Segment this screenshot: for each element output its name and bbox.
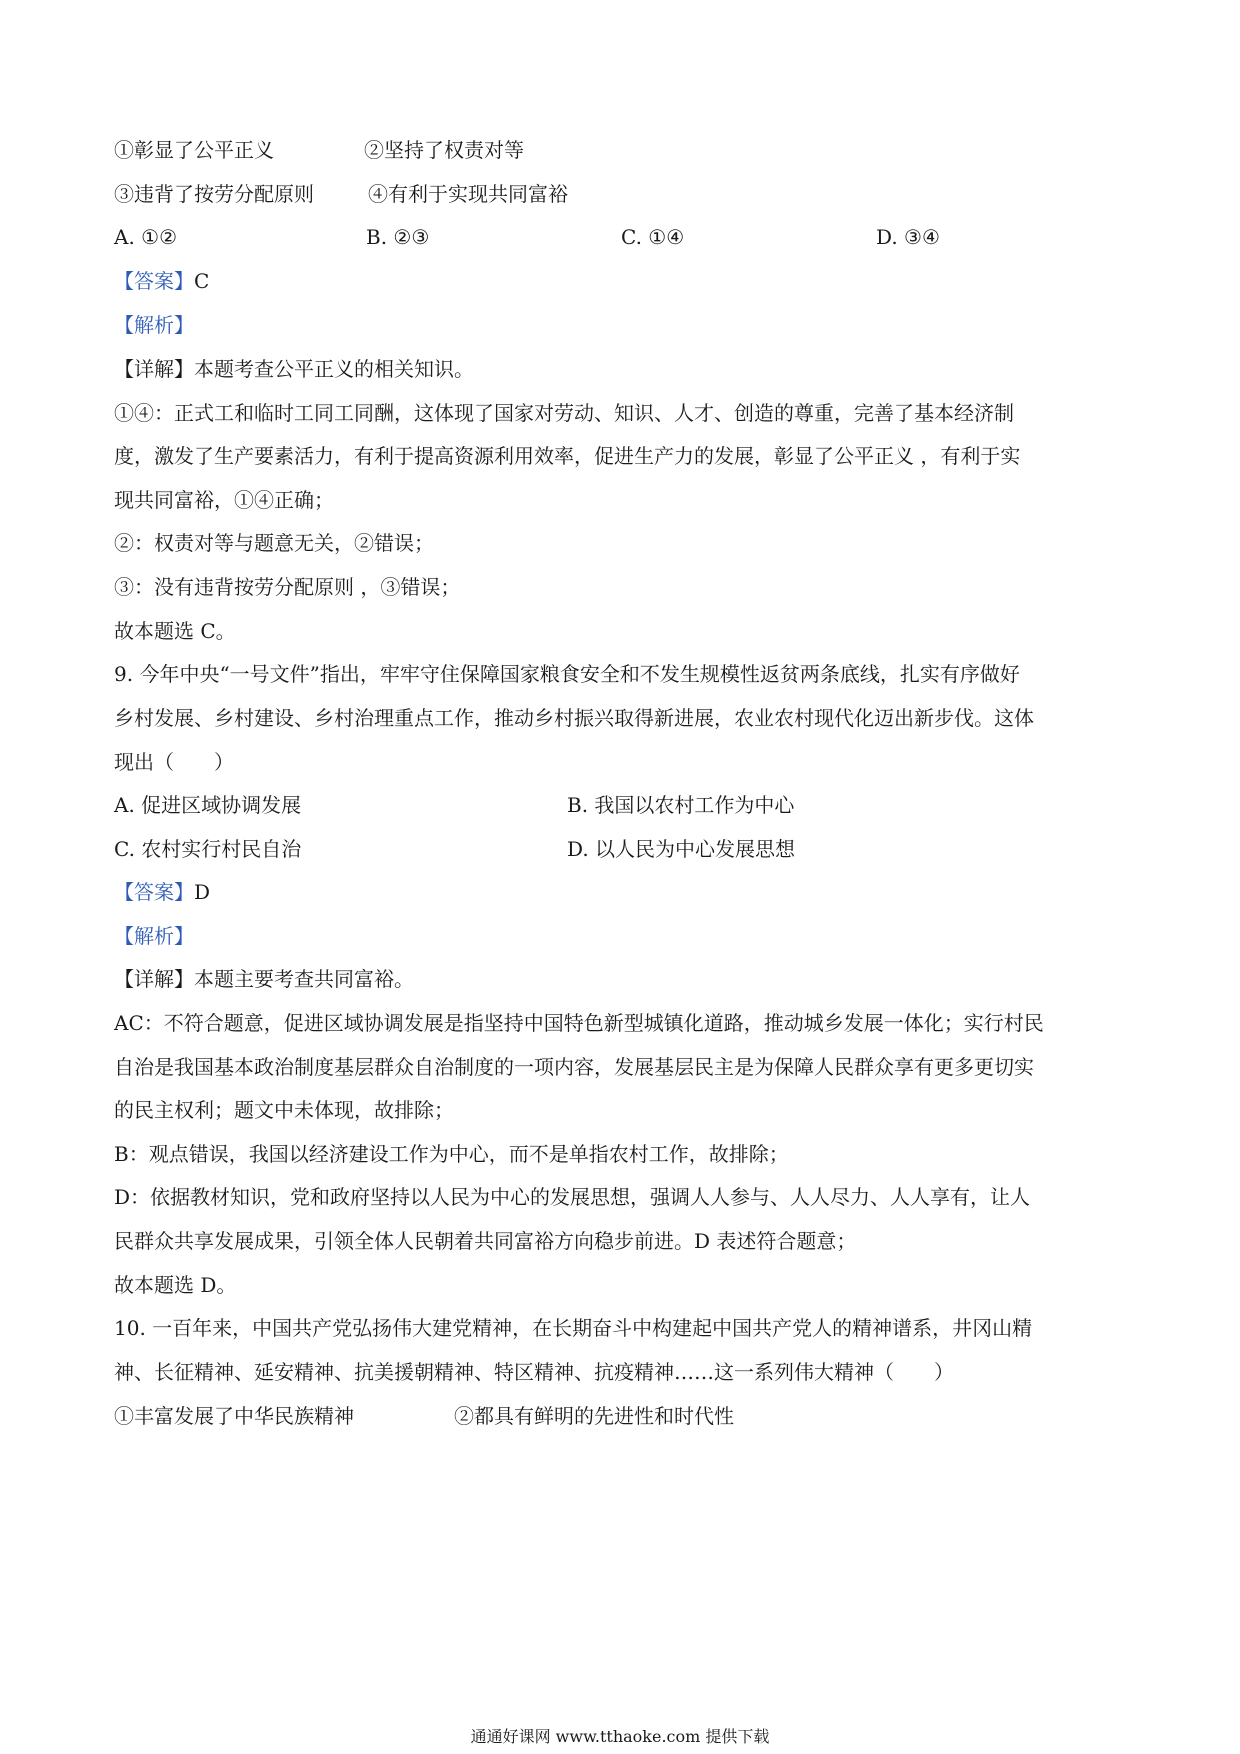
q10-stem-line: 神、长征精神、延安精神、抗美援朝精神、特区精神、抗疫精神……这一系列伟大精神（ ）	[114, 1360, 954, 1384]
q9-explanation-line: AC：不符合题意，促进区域协调发展是指坚持中国特色新型城镇化道路，推动城乡发展一体化；实行村民	[114, 1011, 1044, 1035]
q10-statement-1: ①丰富发展了中华民族精神	[114, 1404, 354, 1428]
q8-answer-tag: 【答案】	[114, 269, 194, 293]
q8-option-c: C. ①④	[621, 225, 685, 249]
q9-detail-tag: 【详解】	[114, 967, 194, 991]
q8-option-b: B. ②③	[366, 225, 430, 249]
q8-explanation-line: 度，激发了生产要素活力，有利于提高资源利用效率，促进生产力的发展，彰显了公平正义 ，有利于实	[114, 444, 1021, 468]
q9-analysis-tag: 【解析】	[114, 924, 194, 948]
q9-stem-line: 现出（ ）	[114, 750, 234, 774]
q8-analysis-tag: 【解析】	[114, 313, 194, 337]
q8-detail	[114, 355, 1144, 383]
q9-answer	[114, 878, 1144, 906]
q8-statement-1: ①彰显了公平正义	[114, 138, 274, 162]
q9-option-d: D. 以人民为中心发展思想	[567, 837, 796, 861]
q8-detail-text: 本题考查公平正义的相关知识。	[194, 357, 474, 381]
q9-detail-text: 本题主要考查共同富裕。	[194, 967, 414, 991]
q8-answer	[114, 267, 1144, 295]
q8-detail-tag: 【详解】	[114, 357, 194, 381]
page-footer: 通通好课网 www.tthaoke.com 提供下载	[470, 1727, 770, 1746]
q8-explanation-line: ③：没有违背按劳分配原则 ，③错误；	[114, 575, 461, 599]
q8-statement-3: ③违背了按劳分配原则	[114, 182, 314, 206]
q9-option-a: A. 促进区域协调发展	[114, 793, 302, 817]
q8-explanation-line: 现共同富裕，①④正确；	[114, 488, 334, 512]
q9-explanation-line: B：观点错误，我国以经济建设工作为中心，而不是单指农村工作，故排除；	[114, 1142, 789, 1166]
q10-stem-line: 10. 一百年来，中国共产党弘扬伟大建党精神，在长期奋斗中构建起中国共产党人的精神谱系，井冈山精	[114, 1316, 1033, 1340]
q9-explanation-line: 民群众共享发展成果，引领全体人民朝着共同富裕方向稳步前进。D 表述符合题意；	[114, 1229, 857, 1253]
q9-option-b: B. 我国以农村工作为中心	[567, 793, 795, 817]
q9-stem-line: 乡村发展、乡村建设、乡村治理重点工作，推动乡村振兴取得新进展，农业农村现代化迈出新步伐。这体	[114, 706, 1034, 730]
q9-detail	[114, 965, 1144, 993]
q8-statement-2: ②坚持了权责对等	[364, 138, 524, 162]
q9-explanation-line: 自治是我国基本政治制度基层群众自治制度的一项内容，发展基层民主是为保障人民群众享有更多更切实	[114, 1055, 1034, 1079]
q8-explanation-line: ①④：正式工和临时工同工同酬，这体现了国家对劳动、知识、人才、创造的尊重，完善了基本经济制	[114, 401, 1014, 425]
q8-answer-value: C	[194, 269, 210, 293]
q8-conclusion: 故本题选 C。	[114, 619, 236, 643]
q9-stem-line: 9. 今年中央“一号文件”指出，牢牢守住保障国家粮食安全和不发生规模性返贫两条底线，扎实有序做好	[114, 662, 1020, 686]
q9-explanation-line: D：依据教材知识，党和政府坚持以人民为中心的发展思想，强调人人参与、人人尽力、人人享有，让人	[114, 1185, 1031, 1209]
q8-explanation-line: ②：权责对等与题意无关，②错误；	[114, 531, 434, 555]
q8-statement-4: ④有利于实现共同富裕	[368, 182, 568, 206]
q9-option-c: C. 农村实行村民自治	[114, 837, 302, 861]
q8-option-d: D. ③④	[876, 225, 940, 249]
q10-statement-2: ②都具有鲜明的先进性和时代性	[454, 1404, 734, 1428]
q9-answer-value: D	[194, 880, 211, 904]
q9-answer-tag: 【答案】	[114, 880, 194, 904]
q9-conclusion: 故本题选 D。	[114, 1273, 237, 1297]
q9-explanation-line: 的民主权利；题文中未体现，故排除；	[114, 1098, 454, 1122]
q8-option-a: A. ①②	[114, 225, 178, 249]
